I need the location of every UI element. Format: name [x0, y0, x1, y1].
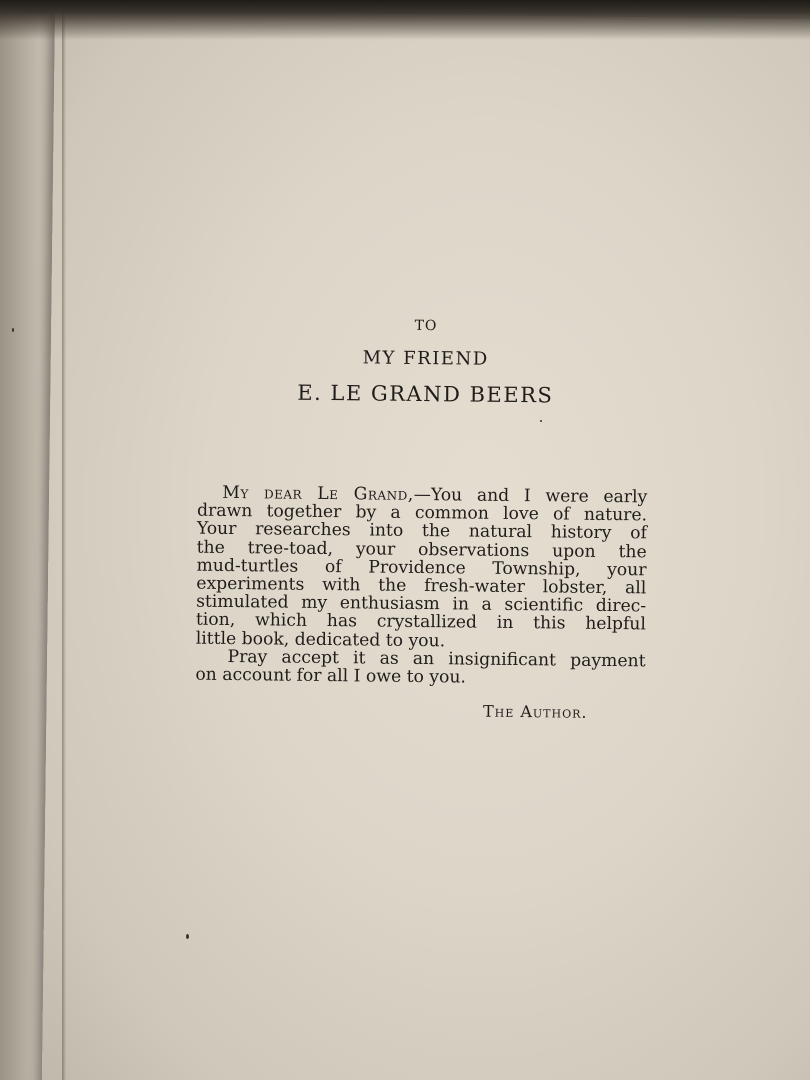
letter-line-8: tion, which has crystallized in this helpful	[195, 610, 647, 635]
dedication-name: E. LE GRAND BEERS	[297, 380, 554, 408]
dedication-letter	[195, 484, 647, 689]
letter-line-2: drawn together by a common love of nature.	[196, 500, 648, 526]
dedication-my-friend: MY FRIEND	[362, 347, 489, 370]
letter-line-9: little book, dedicated to you.	[195, 628, 446, 651]
letter-line-11: on account for all I owe to you.	[195, 664, 467, 688]
letter-line-4: the tree-toad, your observations upon the	[196, 537, 647, 562]
letter-line-6: experiments with the fresh-water lobster, all	[196, 573, 647, 599]
letter-line-5: mud-turtles of Providence Township, your	[196, 555, 647, 581]
letter-salutation: My dear Le Grand,	[222, 482, 414, 505]
letter-signature: The Author.	[482, 701, 588, 722]
letter-line-1-text: —You and I were early	[413, 484, 648, 508]
letter-line-10: Pray accept it as an insignificant payment	[227, 646, 646, 672]
letter-line-3: Your researches into the natural history of	[196, 519, 647, 544]
letter-line-7: stimulated my enthusiasm in a scientific direc-	[196, 591, 647, 617]
dedication-to: TO	[414, 317, 438, 335]
